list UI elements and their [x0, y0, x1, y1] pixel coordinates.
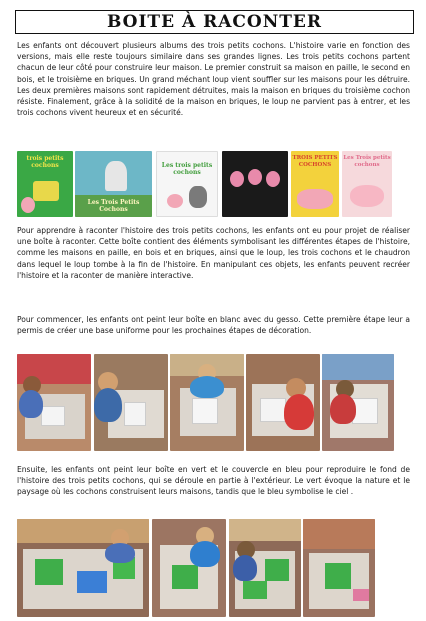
book-cover-6-title: Les Trois petits cochons [343, 155, 391, 168]
book-cover-3-title: Les trois petits cochons [161, 162, 213, 176]
photo-paint-1 [17, 519, 149, 617]
photo-row-paint [0, 519, 426, 617]
book-cover-1-title: trois petits cochons [26, 155, 64, 169]
book-cover-2-title: Les Trois Petits Cochons [87, 199, 140, 213]
book-covers-row [0, 151, 426, 217]
paragraph-paint: Ensuite, les enfants ont peint leur boîte en vert et le couvercle en bleu pour reproduire le fond de l'histoire des trois petits cochons, qui se déroule en partie à l'extérieur. Le vert évoque la nature et le paysage où les cochons construisent leurs maisons, tandis que le bleu symbolise le ciel . [17, 465, 410, 497]
cover-wolf-shape [189, 186, 207, 208]
book-cover-5-title: TROIS PETITS COCHONS [292, 155, 338, 168]
paragraph-gesso: Pour commencer, les enfants ont peint leur boîte en blanc avec du gesso. Cette première étape leur a permis de créer une base uniforme pour les prochaines étapes de décoration. [17, 315, 410, 336]
paragraph-intro: Les enfants ont découvert plusieurs albums des trois petits cochons. L'histoire varie en fonction des versions, mais elle reste toujours similaire dans ses grandes lignes. Les trois petits cochons partent chacun de leur côté pour construire leur maison. Le premier construit sa maison en paille, le second en bois, et le troisième en briques. Un grand méchant loup vient souffler sur les maisons pour les détruire. Les deux premières maisons sont rapidement détruites, mais la maison en briques du troisième cochon résiste. Finalement, grâce à la solidité de la maison en briques, le loup ne parvient pas à entrer, et les trois cochons vivent heureux et en sécurité. [17, 41, 410, 118]
cover-pig-shape [21, 197, 35, 213]
photo-gesso-1 [17, 354, 91, 451]
book-cover-4 [222, 151, 288, 217]
cover-pigs-shape [297, 189, 333, 209]
photo-gesso-4 [246, 354, 320, 451]
cover-pig-shape [266, 171, 280, 187]
paragraph-project: Pour apprendre à raconter l'histoire des trois petits cochons, les enfants ont eu pour projet de réaliser une boîte à raconter. Cette boîte contient des éléments symbolisant les différentes étapes de l'histoire, comme les maisons en paille, en bois et en briques, ainsi que le loup, les trois cochons et le chaudron dans lequel le loup tombe à la fin de l'histoire. En manipulant ces objets, les enfants peuvent recréer l'histoire et la raconter de manière interactive. [17, 226, 410, 280]
cover-pig-shape [167, 194, 183, 208]
photo-gesso-5 [322, 354, 394, 451]
cover-house-shape [33, 181, 59, 201]
photo-paint-3 [229, 519, 301, 617]
photo-row-gesso [0, 354, 426, 451]
cover-pig-shape [230, 171, 244, 187]
photo-gesso-2 [94, 354, 168, 451]
page-title: BOITE À RACONTER [106, 12, 322, 32]
book-cover-1 [17, 151, 73, 217]
photo-paint-4 [303, 519, 375, 617]
book-cover-6 [342, 151, 392, 217]
title-box [15, 10, 414, 34]
book-cover-3 [156, 151, 218, 217]
photo-gesso-3 [170, 354, 244, 451]
photo-paint-2 [152, 519, 226, 617]
cover-wolf-shape [105, 161, 127, 191]
cover-pigs-shape [350, 185, 384, 207]
book-cover-2 [75, 151, 152, 217]
cover-pig-shape [248, 169, 262, 185]
book-cover-5 [291, 151, 339, 217]
